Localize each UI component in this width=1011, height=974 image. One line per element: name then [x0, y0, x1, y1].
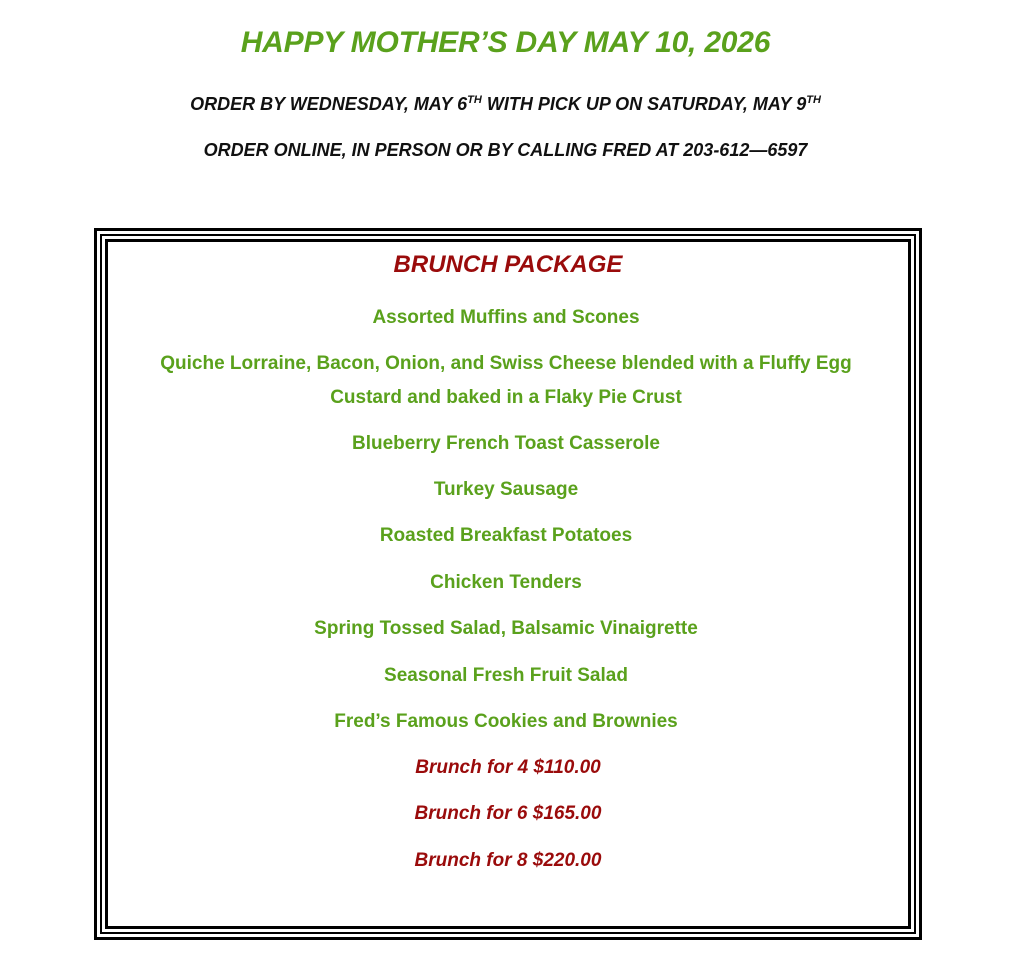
- menu-item: Assorted Muffins and Scones: [372, 307, 640, 328]
- ordinal-suffix: TH: [806, 94, 821, 106]
- menu-item: Seasonal Fresh Fruit Salad: [384, 665, 628, 686]
- menu-item: Blueberry French Toast Casserole: [352, 433, 660, 454]
- menu-item: Spring Tossed Salad, Balsamic Vinaigrette: [314, 618, 698, 639]
- menu-item: Turkey Sausage: [433, 479, 579, 500]
- contact-line: ORDER ONLINE, IN PERSON OR BY CALLING FRED AT 203-612—6597: [203, 140, 808, 160]
- order-deadline-text: ORDER BY WEDNESDAY, MAY 6: [190, 94, 468, 114]
- menu-item: Roasted Breakfast Potatoes: [379, 525, 633, 546]
- price-option: Brunch for 4 $110.00: [415, 757, 601, 778]
- price-option: Brunch for 6 $165.00: [414, 803, 602, 824]
- page-title: HAPPY MOTHER’S DAY MAY 10, 2026: [240, 26, 771, 59]
- price-option: Brunch for 8 $220.00: [414, 850, 602, 871]
- order-deadline-line: [0, 94, 1011, 115]
- brunch-package-box: [94, 228, 922, 940]
- menu-item: Quiche Lorraine, Bacon, Onion, and Swiss Cheese blended with a Fluffy Egg Custard and baked in a Flaky Pie Crust: [160, 353, 852, 408]
- package-title: BRUNCH PACKAGE: [393, 251, 623, 278]
- ordinal-suffix: TH: [467, 94, 482, 106]
- pickup-text: WITH PICK UP ON SATURDAY, MAY 9: [481, 94, 807, 114]
- menu-item: Chicken Tenders: [430, 572, 582, 593]
- menu-item: Fred’s Famous Cookies and Brownies: [334, 711, 678, 732]
